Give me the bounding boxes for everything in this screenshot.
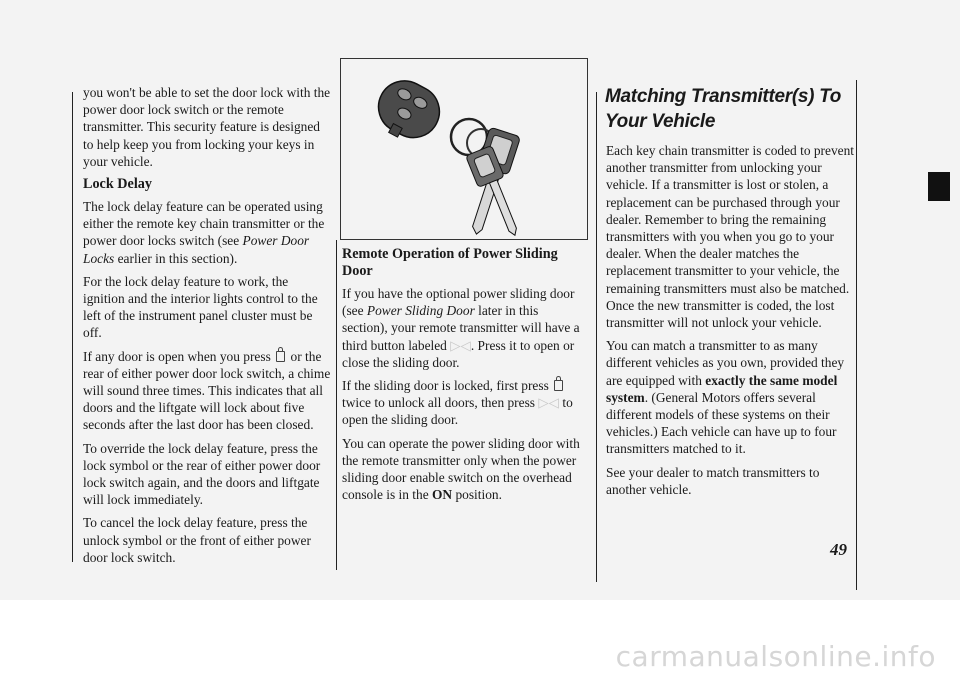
matching-paragraph-1: Each key chain transmitter is coded to prevent another transmitter from unlocking your vehicle. If a transmitter is lost or stolen, a replacement can be purchased through your dealer. Remember to bring the remaining transmitters with you when you go to your dealer. When the dealer matches the replacement transmitter to your vehicle, the remaining transmitters must also be matched. Once the new transmitter is coded, the lost transmitter will not unlock your vehicle. [606, 143, 855, 331]
matching-paragraph-2: You can match a transmitter to as many different vehicles as you own, provided they are equipped with exactly the same model system. (General Motors offers several different models of these systems on their vehicles.) Each vehicle can have up to four transmitters matched to it. [606, 338, 845, 457]
sliding-door-paragraph-2: If the sliding door is locked, first press twice to unlock all doors, then press ▷◁ to open the sliding door. [342, 378, 573, 428]
watermark-bar [0, 640, 960, 673]
key-fob-illustration [340, 58, 588, 240]
matching-transmitters-heading: Matching Transmitter(s) To Your Vehicle [605, 86, 842, 132]
section-tab-marker [928, 172, 950, 201]
sliding-door-icon: ▷◁ [450, 337, 471, 353]
sliding-door-paragraph-1: If you have the optional power sliding door (see Power Sliding Door later in this section), your remote transmitter will have a third button labeled ▷◁. Press it to open or close the sliding door. [342, 286, 580, 370]
sliding-door-paragraph-3: You can operate the power sliding door with the remote transmitter only when the power sliding door enable switch on the overhead console is in the ON position. [342, 435, 580, 503]
page-number: 49 [830, 540, 847, 559]
sliding-door-icon: ▷◁ [538, 395, 559, 411]
column-rule-left [72, 92, 73, 562]
column-sliding-door [342, 244, 586, 509]
lock-delay-paragraph-3: If any door is open when you press or the rear of either power door lock switch, a chime will sound three times. This indicates that all doors and the liftgate will lock about five seconds after the last door has been closed. [83, 348, 331, 433]
lock-delay-heading: Lock Delay [83, 176, 152, 193]
unlock-icon [554, 380, 563, 391]
column-matching-transmitters [606, 84, 854, 504]
watermark-text: carmanualsonline.info [615, 640, 936, 673]
column-rule-right [596, 92, 597, 582]
lock-icon [276, 351, 285, 362]
column-lock-delay [83, 84, 331, 572]
lock-delay-paragraph-2: For the lock delay feature to work, the ignition and the interior lights control to the left of the instrument panel cluster must be off. [83, 273, 318, 341]
key-fob-drawing [341, 59, 587, 239]
matching-paragraph-3: See your dealer to match transmitters to another vehicle. [606, 464, 820, 497]
lock-delay-paragraph-1: The lock delay feature can be operated using either the remote key chain transmitter or the power door locks switch (see Power Door Locks earlier in this section). [83, 199, 325, 266]
lock-delay-paragraph-4: To override the lock delay feature, press the lock symbol or the rear of either power door lock switch again, and the doors and liftgate will lock immediately. [83, 440, 321, 508]
column-rule-far-right [856, 80, 857, 590]
lock-delay-paragraph-5: To cancel the lock delay feature, press the unlock symbol or the front of either power door lock switch. [83, 515, 311, 565]
column-rule-middle [336, 240, 337, 570]
intro-paragraph: you won't be able to set the door lock with the power door lock switch or the remote transmitter. This security feature is designed to help keep you from locking your keys in your vehicle. [83, 85, 331, 169]
sliding-door-heading: Remote Operation of Power Sliding Door [342, 246, 558, 279]
